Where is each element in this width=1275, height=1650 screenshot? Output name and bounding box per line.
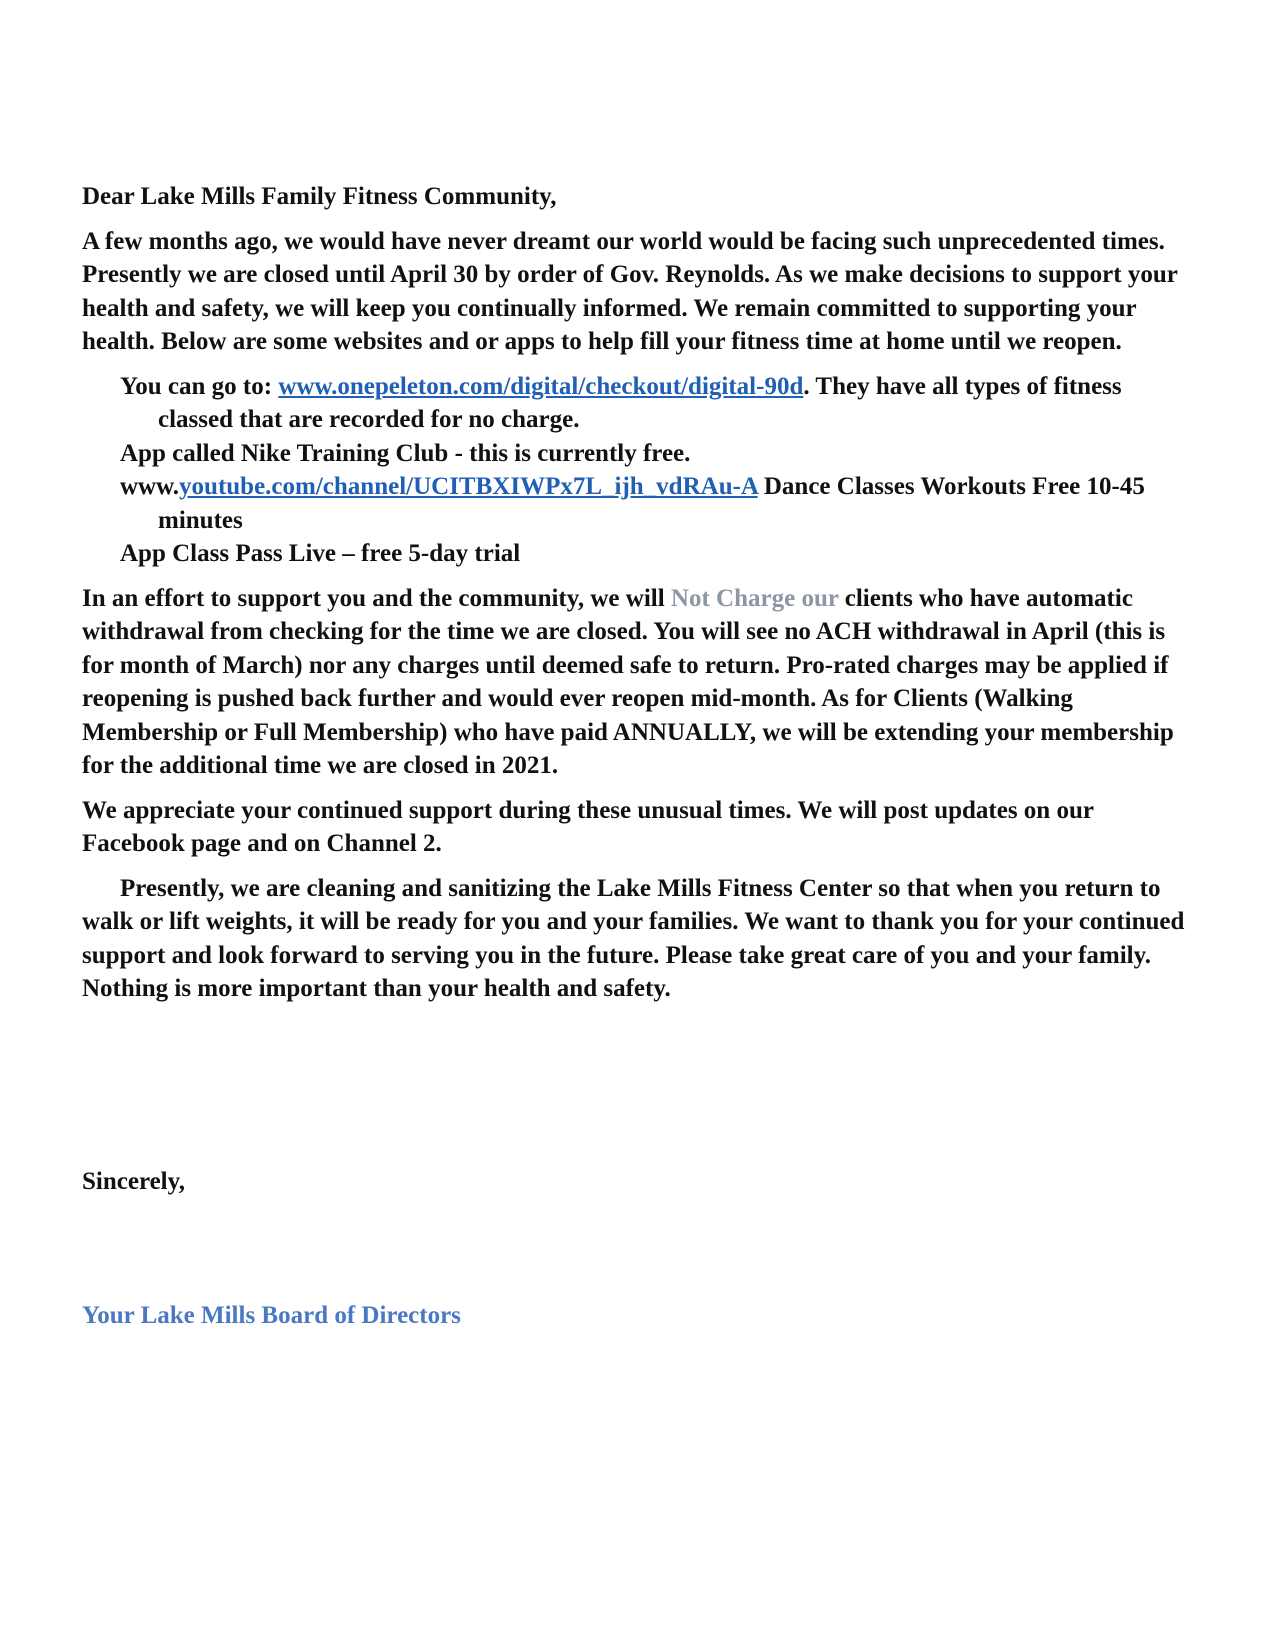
billing-before: In an effort to support you and the community, we will bbox=[82, 584, 671, 612]
closing: Sincerely, bbox=[82, 1168, 186, 1195]
cleaning-paragraph: Presently, we are cleaning and sanitizing the Lake Mills Fitness Center so that when you return to walk or lift weights, it will be ready for you and your families. We want to thank you for your continued support and look forward to serving you in the future. Please take great care of you and your family. Nothing is more important than your health and safety. bbox=[82, 874, 1185, 1002]
greeting: Dear Lake Mills Family Fitness Community, bbox=[82, 183, 557, 210]
resource-classpass: App Class Pass Live – free 5-day trial bbox=[120, 540, 521, 567]
resource-list bbox=[82, 370, 1192, 571]
resource-nike: App called Nike Training Club - this is currently free. bbox=[120, 439, 691, 467]
appreciation-paragraph: We appreciate your continued support during these unusual times. We will post updates on our Facebook page and on Channel 2. bbox=[82, 796, 1094, 857]
youtube-link[interactable]: youtube.com/channel/UCITBXIWPx7L_ijh_vdRAu-A bbox=[179, 473, 758, 500]
resource-peloton-prefix: You can go to: bbox=[120, 372, 279, 400]
resource-peloton bbox=[82, 370, 1192, 437]
letter-body bbox=[82, 180, 1192, 1017]
resource-youtube-suffix: Dance Classes Workouts Free 10-45 minutes bbox=[158, 473, 1145, 534]
peloton-link[interactable]: www.onepeleton.com/digital/checkout/digital-90d bbox=[278, 372, 804, 400]
intro-paragraph: A few months ago, we would have never dreamt our world would be facing such unprecedented times. Presently we are closed until April 30 by order of Gov. Reynolds. As we make decisions to support your health and safety, we will keep you continually informed. We remain committed to supporting your health. Below are some websites and or apps to help fill your fitness time at home until we reopen. bbox=[82, 227, 1178, 355]
signature: Your Lake Mills Board of Directors bbox=[82, 1302, 461, 1329]
billing-after: clients who have automatic withdrawal from checking for the time we are closed. You will see no ACH withdrawal in April (this is for month of March) nor any charges until deemed safe to return. Pro-rated charges may be applied if reopening is pushed back further and would ever reopen mid-month. As for Clients (Walking Membership or Full Membership) who have paid ANNUALLY, we will be extending your membership for the additional time we are closed in 2021. bbox=[82, 584, 1174, 779]
resource-youtube-prefix: www. bbox=[120, 473, 180, 500]
resource-youtube bbox=[82, 470, 1192, 537]
not-charge-highlight: Not Charge our bbox=[670, 584, 839, 612]
resource-peloton-suffix: . They have all types of fitness classed that are recorded for no charge. bbox=[158, 372, 1122, 433]
billing-paragraph bbox=[82, 582, 1192, 783]
